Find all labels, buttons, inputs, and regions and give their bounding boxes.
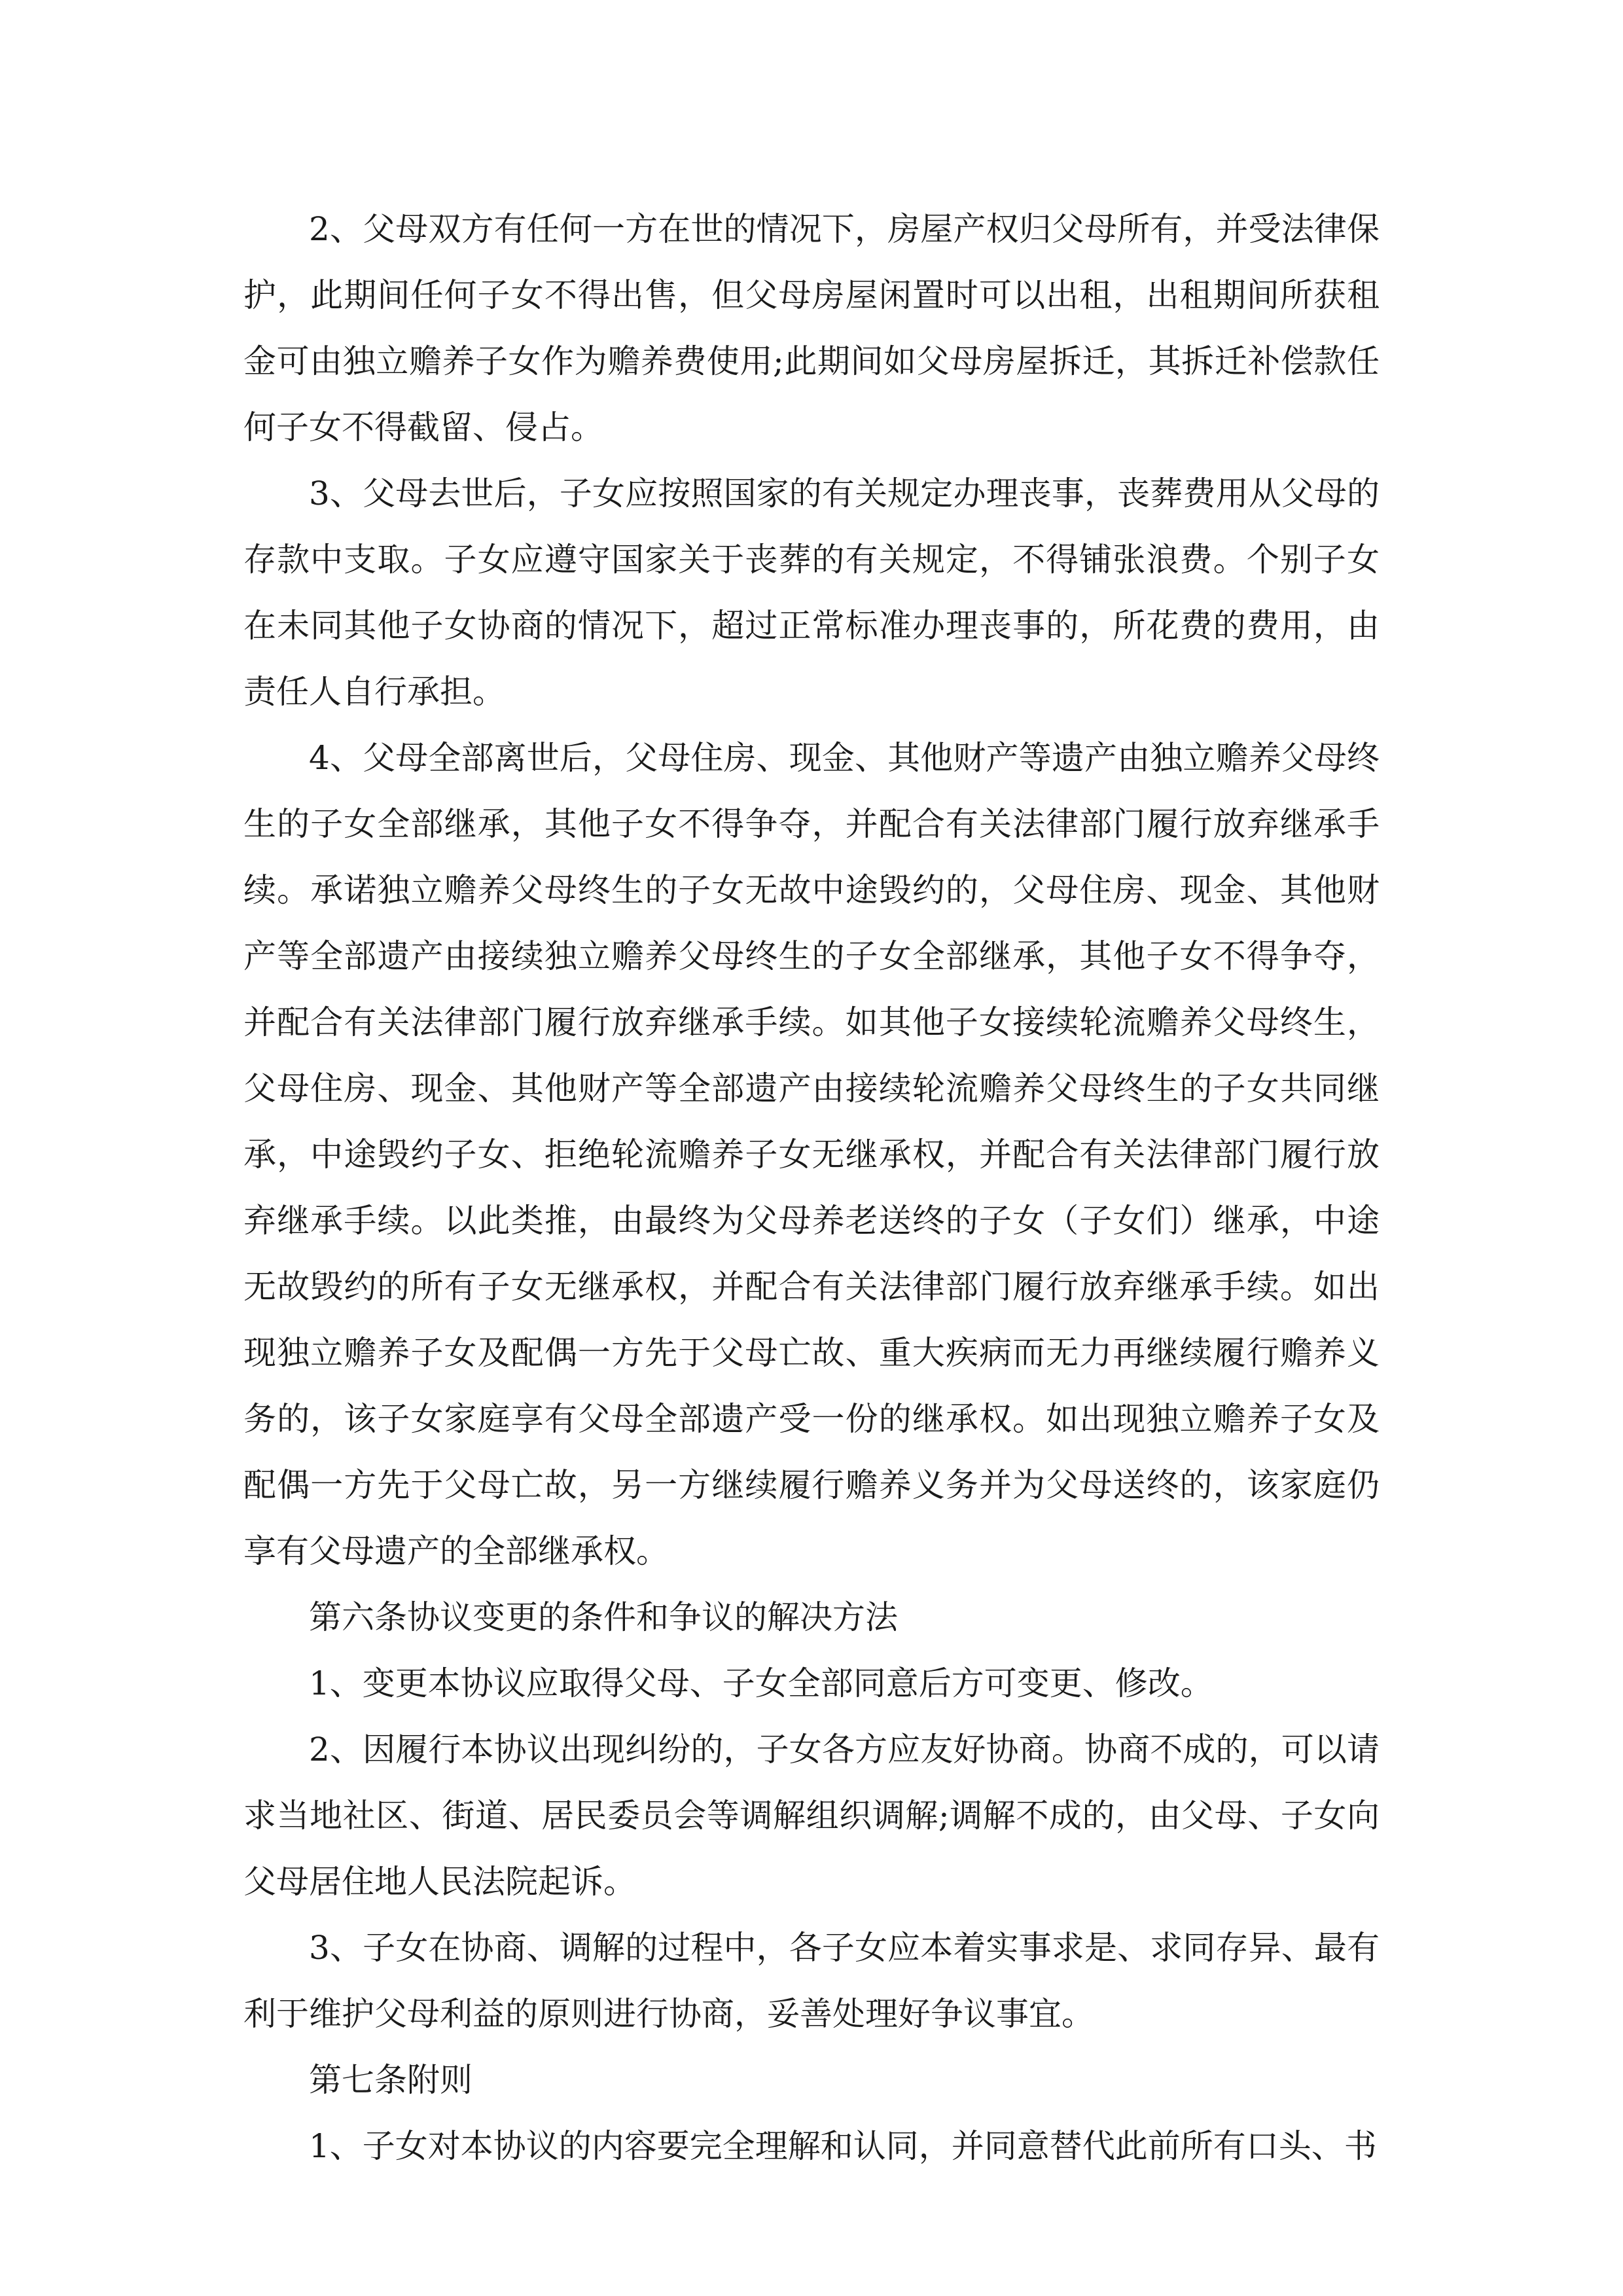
document-body — [243, 196, 1380, 2179]
clause-7-heading: 第七条附则 — [309, 2061, 473, 2099]
clause-6-item-3: 3、子女在协商、调解的过程中，各子女应本着实事求是、求同存异、最有利于维护父母利益的原则进行协商，妥善处理好争议事宜。 — [243, 1929, 1380, 2033]
clause-5-item-2: 2、父母双方有任何一方在世的情况下，房屋产权归父母所有，并受法律保护，此期间任何子女不得出售，但父母房屋闲置时可以出租，出租期间所获租金可由独立赡养子女作为赡养费使用;此期间如父母房屋拆迁，其拆迁补偿款任何子女不得截留、侵占。 — [243, 210, 1380, 446]
clause-5-item-3: 3、父母去世后，子女应按照国家的有关规定办理丧事，丧葬费用从父母的存款中支取。子女应遵守国家关于丧葬的有关规定，不得铺张浪费。个别子女在未同其他子女协商的情况下，超过正常标准办理丧事的，所花费的费用，由责任人自行承担。 — [243, 475, 1380, 711]
clause-6-item-2: 2、因履行本协议出现纠纷的，子女各方应友好协商。协商不成的，可以请求当地社区、街道、居民委员会等调解组织调解;调解不成的，由父母、子女向父母居住地人民法院起诉。 — [243, 1731, 1380, 1901]
clause-6-heading: 第六条协议变更的条件和争议的解决方法 — [309, 1598, 898, 1636]
clause-7-item-1: 1、子女对本协议的内容要完全理解和认同，并同意替代此前所有口头、书 — [309, 2127, 1377, 2165]
clause-6-item-1: 1、变更本协议应取得父母、子女全部同意后方可变更、修改。 — [309, 1664, 1213, 1702]
clause-5-item-4: 4、父母全部离世后，父母住房、现金、其他财产等遗产由独立赡养父母终生的子女全部继承，其他子女不得争夺，并配合有关法律部门履行放弃继承手续。承诺独立赡养父母终生的子女无故中途毁约的，父母住房、现金、其他财产等全部遗产由接续独立赡养父母终生的子女全部继承，其他子女不得争夺，并配合有关法律部门履行放弃继承手续。如其他子女接续轮流赡养父母终生，父母住房、现金、其他财产等全部遗产由接续轮流赡养父母终生的子女共同继承，中途毁约子女、拒绝轮流赡养子女无继承权，并配合有关法律部门履行放弃继承手续。以此类推，由最终为父母养老送终的子女（子女们）继承，中途无故毁约的所有子女无继承权，并配合有关法律部门履行放弃继承手续。如出现独立赡养子女及配偶一方先于父母亡故、重大疾病而无力再继续履行赡养义务的，该子女家庭享有父母全部遗产受一份的继承权。如出现独立赡养子女及配偶一方先于父母亡故，另一方继续履行赡养义务并为父母送终的，该家庭仍享有父母遗产的全部继承权。 — [243, 739, 1380, 1570]
